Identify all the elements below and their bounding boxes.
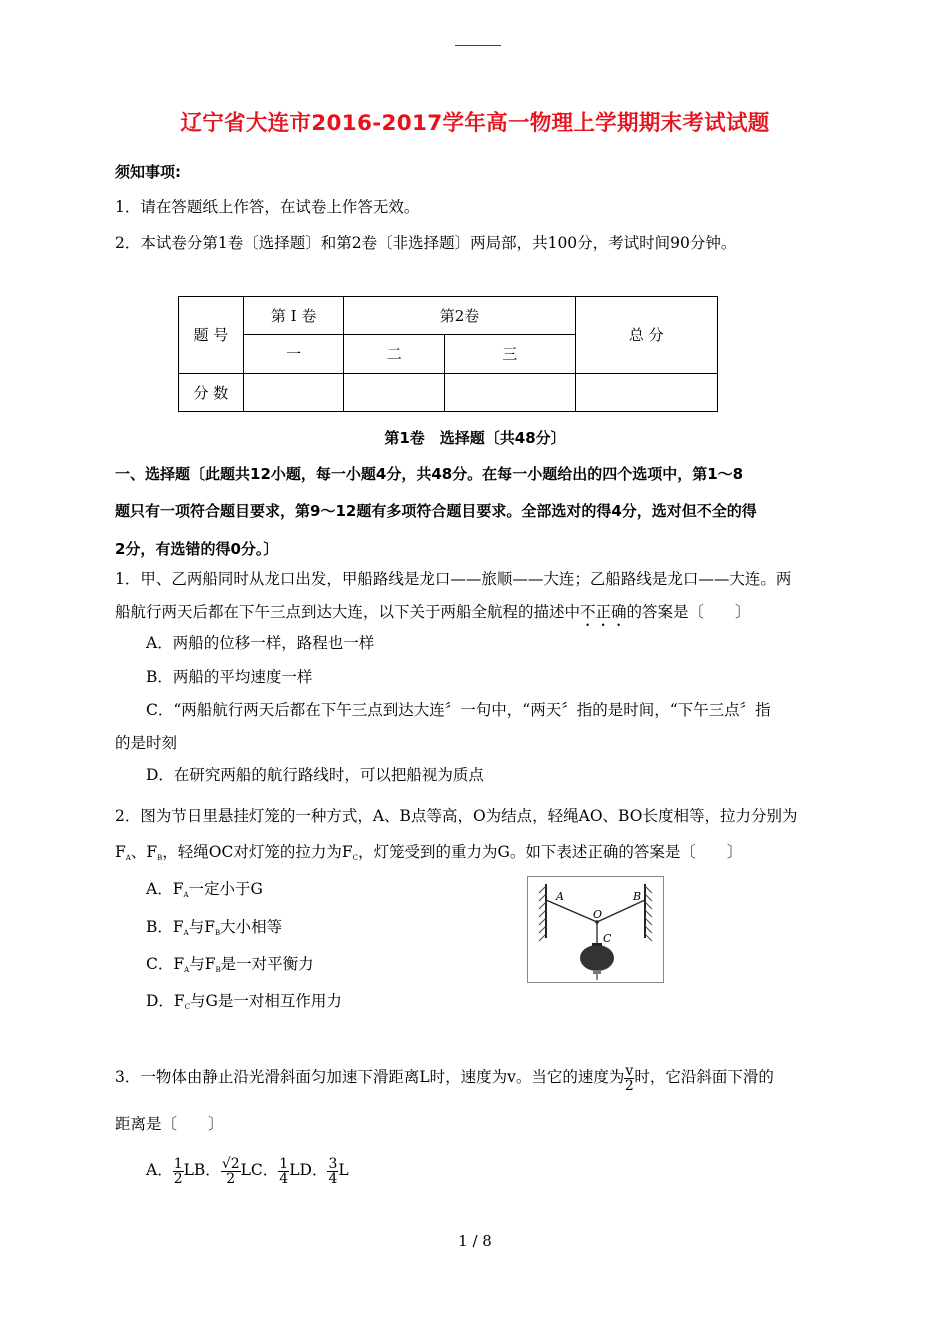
row-label: 题 号	[179, 297, 244, 374]
sub-col-2: 二	[344, 335, 445, 373]
notice-item-2: 2．本试卷分第1卷〔选择题〕和第2卷〔非选择题〕两局部，共100分，考试时间90分钟。	[115, 234, 737, 252]
notice-item-1: 1．请在答题纸上作答，在试卷上作答无效。	[115, 198, 420, 216]
section-intro-3: 2分，有选错的得0分。〕	[115, 540, 279, 558]
q2-option-a: A．$F_A$一定小于G	[146, 880, 263, 899]
section-intro-2: 题只有一项符合题目要求，第9～12题有多项符合题目要求。全部选对的得4分，选对但不全的得	[115, 502, 757, 520]
q1-emphasis: 不正确	[580, 603, 627, 621]
q1-option-a: A．两船的位移一样，路程也一样	[146, 634, 375, 652]
section-title: 第1卷 选择题〔共48分〕	[384, 429, 566, 447]
sub-col-1: 一	[243, 335, 344, 373]
col-vol2: 第2卷	[344, 297, 575, 335]
score-table	[178, 296, 718, 412]
q2-line2: $F_A$、$F_B$，轻绳OC对灯笼的拉力为$F_C$，灯笼受到的重力为G。如下表述正确的答案是〔 〕	[115, 843, 743, 862]
page-title: 辽宁省大连市2016-2017学年高一物理上学期期末考试试题	[180, 111, 770, 136]
notice-heading: 须知事项:	[115, 163, 181, 181]
q2-option-b: B．$F_A$与$F_B$大小相等	[146, 918, 283, 937]
lantern-icon	[580, 945, 614, 971]
q3-line2: 距离是〔 〕	[115, 1115, 224, 1133]
q3-line1: 3．一物体由静止沿光滑斜面匀加速下滑距离L时，速度为v。当它的速度为 $\frac{v}{2}$ 时，它沿斜面下滑的	[115, 1062, 774, 1094]
q1-line1: 1．甲、乙两船同时从龙口出发，甲船路线是龙口——旅顺——大连；乙船路线是龙口——大连。两	[115, 570, 792, 588]
lantern-figure	[527, 876, 664, 983]
q1-option-d: D．在研究两船的航行路线时，可以把船视为质点	[146, 766, 484, 784]
fig-label-a: A	[556, 890, 564, 903]
col-total: 总 分	[575, 297, 717, 374]
score-cell	[445, 373, 576, 411]
sub-col-3: 三	[445, 335, 576, 373]
q2-line1: 2．图为节日里悬挂灯笼的一种方式，A、B点等高，O为结点，轻绳AO、BO长度相等，拉力分别为	[115, 807, 798, 825]
fig-label-o: O	[593, 908, 603, 921]
fig-label-c: C	[603, 932, 612, 945]
q2-option-d: D．$F_C$与G是一对相互作用力	[146, 992, 342, 1011]
q1-line2: 船航行两天后都在下午三点到达大连，以下关于两船全航程的描述中不正确的答案是〔 〕	[115, 603, 751, 621]
header-mark	[455, 38, 501, 46]
q3-options: A． $\frac{1}{2}$ LB． $\frac{√2}{2}$ LC． $\frac{1}{4}$ LD． $\frac{3}{4}$ L	[146, 1155, 349, 1187]
score-cell	[575, 373, 717, 411]
section-intro-1: 一、选择题〔此题共12小题，每一小题4分，共48分。在每一小题给出的四个选项中，第1～8	[115, 465, 744, 483]
score-cell	[344, 373, 445, 411]
col-vol1: 第 I 卷	[243, 297, 344, 335]
q2-option-c: C．$F_A$与$F_B$是一对平衡力	[146, 955, 314, 974]
q1-option-c: C．“两船航行两天后都在下午三点到达大连〞一句中，“两天〞指的是时间，“下午三点〞指	[146, 701, 771, 719]
score-label: 分 数	[179, 373, 244, 411]
score-cell	[243, 373, 344, 411]
page-number: 1 / 8	[458, 1232, 492, 1250]
q3-fraction: $\frac{v}{2}$	[624, 1062, 634, 1094]
fig-label-b: B	[633, 890, 642, 903]
q1-option-b: B．两船的平均速度一样	[146, 668, 313, 686]
q1-option-c-cont: 的是时刻	[115, 734, 178, 752]
